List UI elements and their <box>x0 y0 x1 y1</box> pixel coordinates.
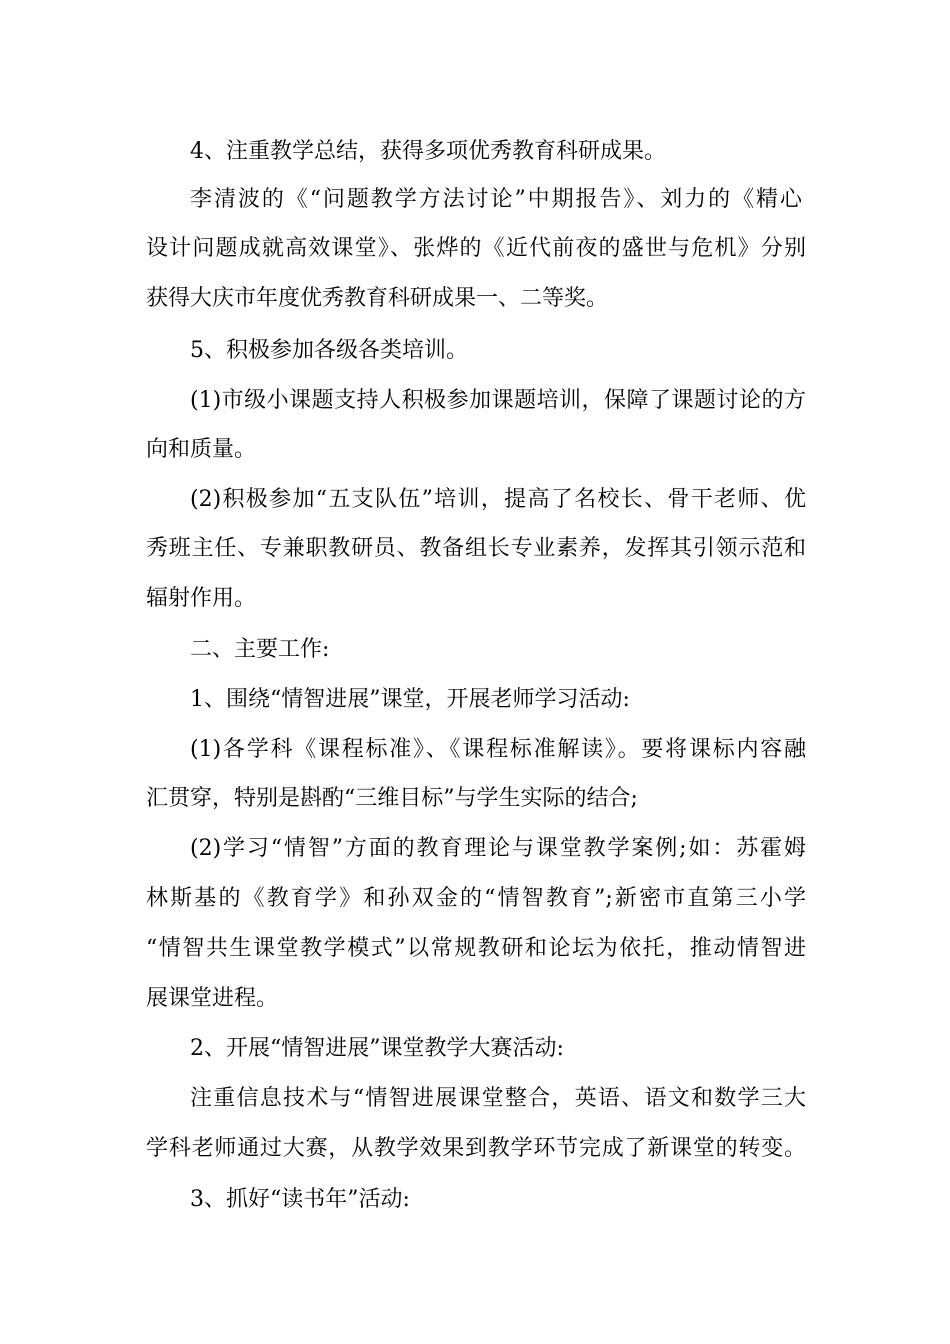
text-line: 学科老师通过大赛，从教学效果到教学环节完成了新课堂的转变。 <box>146 1136 806 1161</box>
text-line: 林斯基的《教育学》和孙双金的“情智教育”;新密市直第三小学 <box>146 886 806 911</box>
text-line: 秀班主任、专兼职教研员、教备组长专业素养，发挥其引领示范和 <box>146 536 806 561</box>
text-line: 汇贯穿，特别是斟酌“三维目标”与学生实际的结合; <box>146 786 638 811</box>
text-line: (1)各学科《课程标准》、《课程标准解读》。要将课标内容融 <box>190 737 806 762</box>
text-line: 向和质量。 <box>146 437 257 462</box>
section-heading: 二、主要工作: <box>190 637 330 662</box>
text-line: 展课堂进程。 <box>146 986 279 1011</box>
text-line: 设计问题成就高效课堂》、张烨的《近代前夜的盛世与危机》分别 <box>146 236 806 261</box>
text-line: 2、开展“情智进展”课堂教学大赛活动: <box>190 1036 564 1061</box>
text-line: (2)积极参加“五支队伍”培训，提高了名校长、骨干老师、优 <box>190 487 806 512</box>
text-line: (1)市级小课题支持人积极参加课题培训，保障了课题讨论的方 <box>190 388 806 413</box>
text-line: “情智共生课堂教学模式”以常规教研和论坛为依托，推动情智进 <box>146 936 806 961</box>
text-line: 辐射作用。 <box>146 586 257 611</box>
text-line: 获得大庆市年度优秀教育科研成果一、二等奖。 <box>146 286 609 311</box>
text-line: 4、注重教学总结，获得多项优秀教育科研成果。 <box>190 139 666 164</box>
text-line: 注重信息技术与“情智进展课堂整合，英语、语文和数学三大 <box>190 1086 806 1111</box>
text-line: 5、积极参加各级各类培训。 <box>190 338 468 363</box>
text-line: 1、围绕“情智进展”课堂，开展老师学习活动: <box>190 687 630 712</box>
text-line: 李清波的《“问题教学方法讨论”中期报告》、刘力的《精心 <box>190 187 802 212</box>
text-line: (2)学习“情智”方面的教育理论与课堂教学案例;如：苏霍姆 <box>190 836 806 861</box>
text-line: 3、抓好“读书年”活动: <box>190 1187 410 1212</box>
